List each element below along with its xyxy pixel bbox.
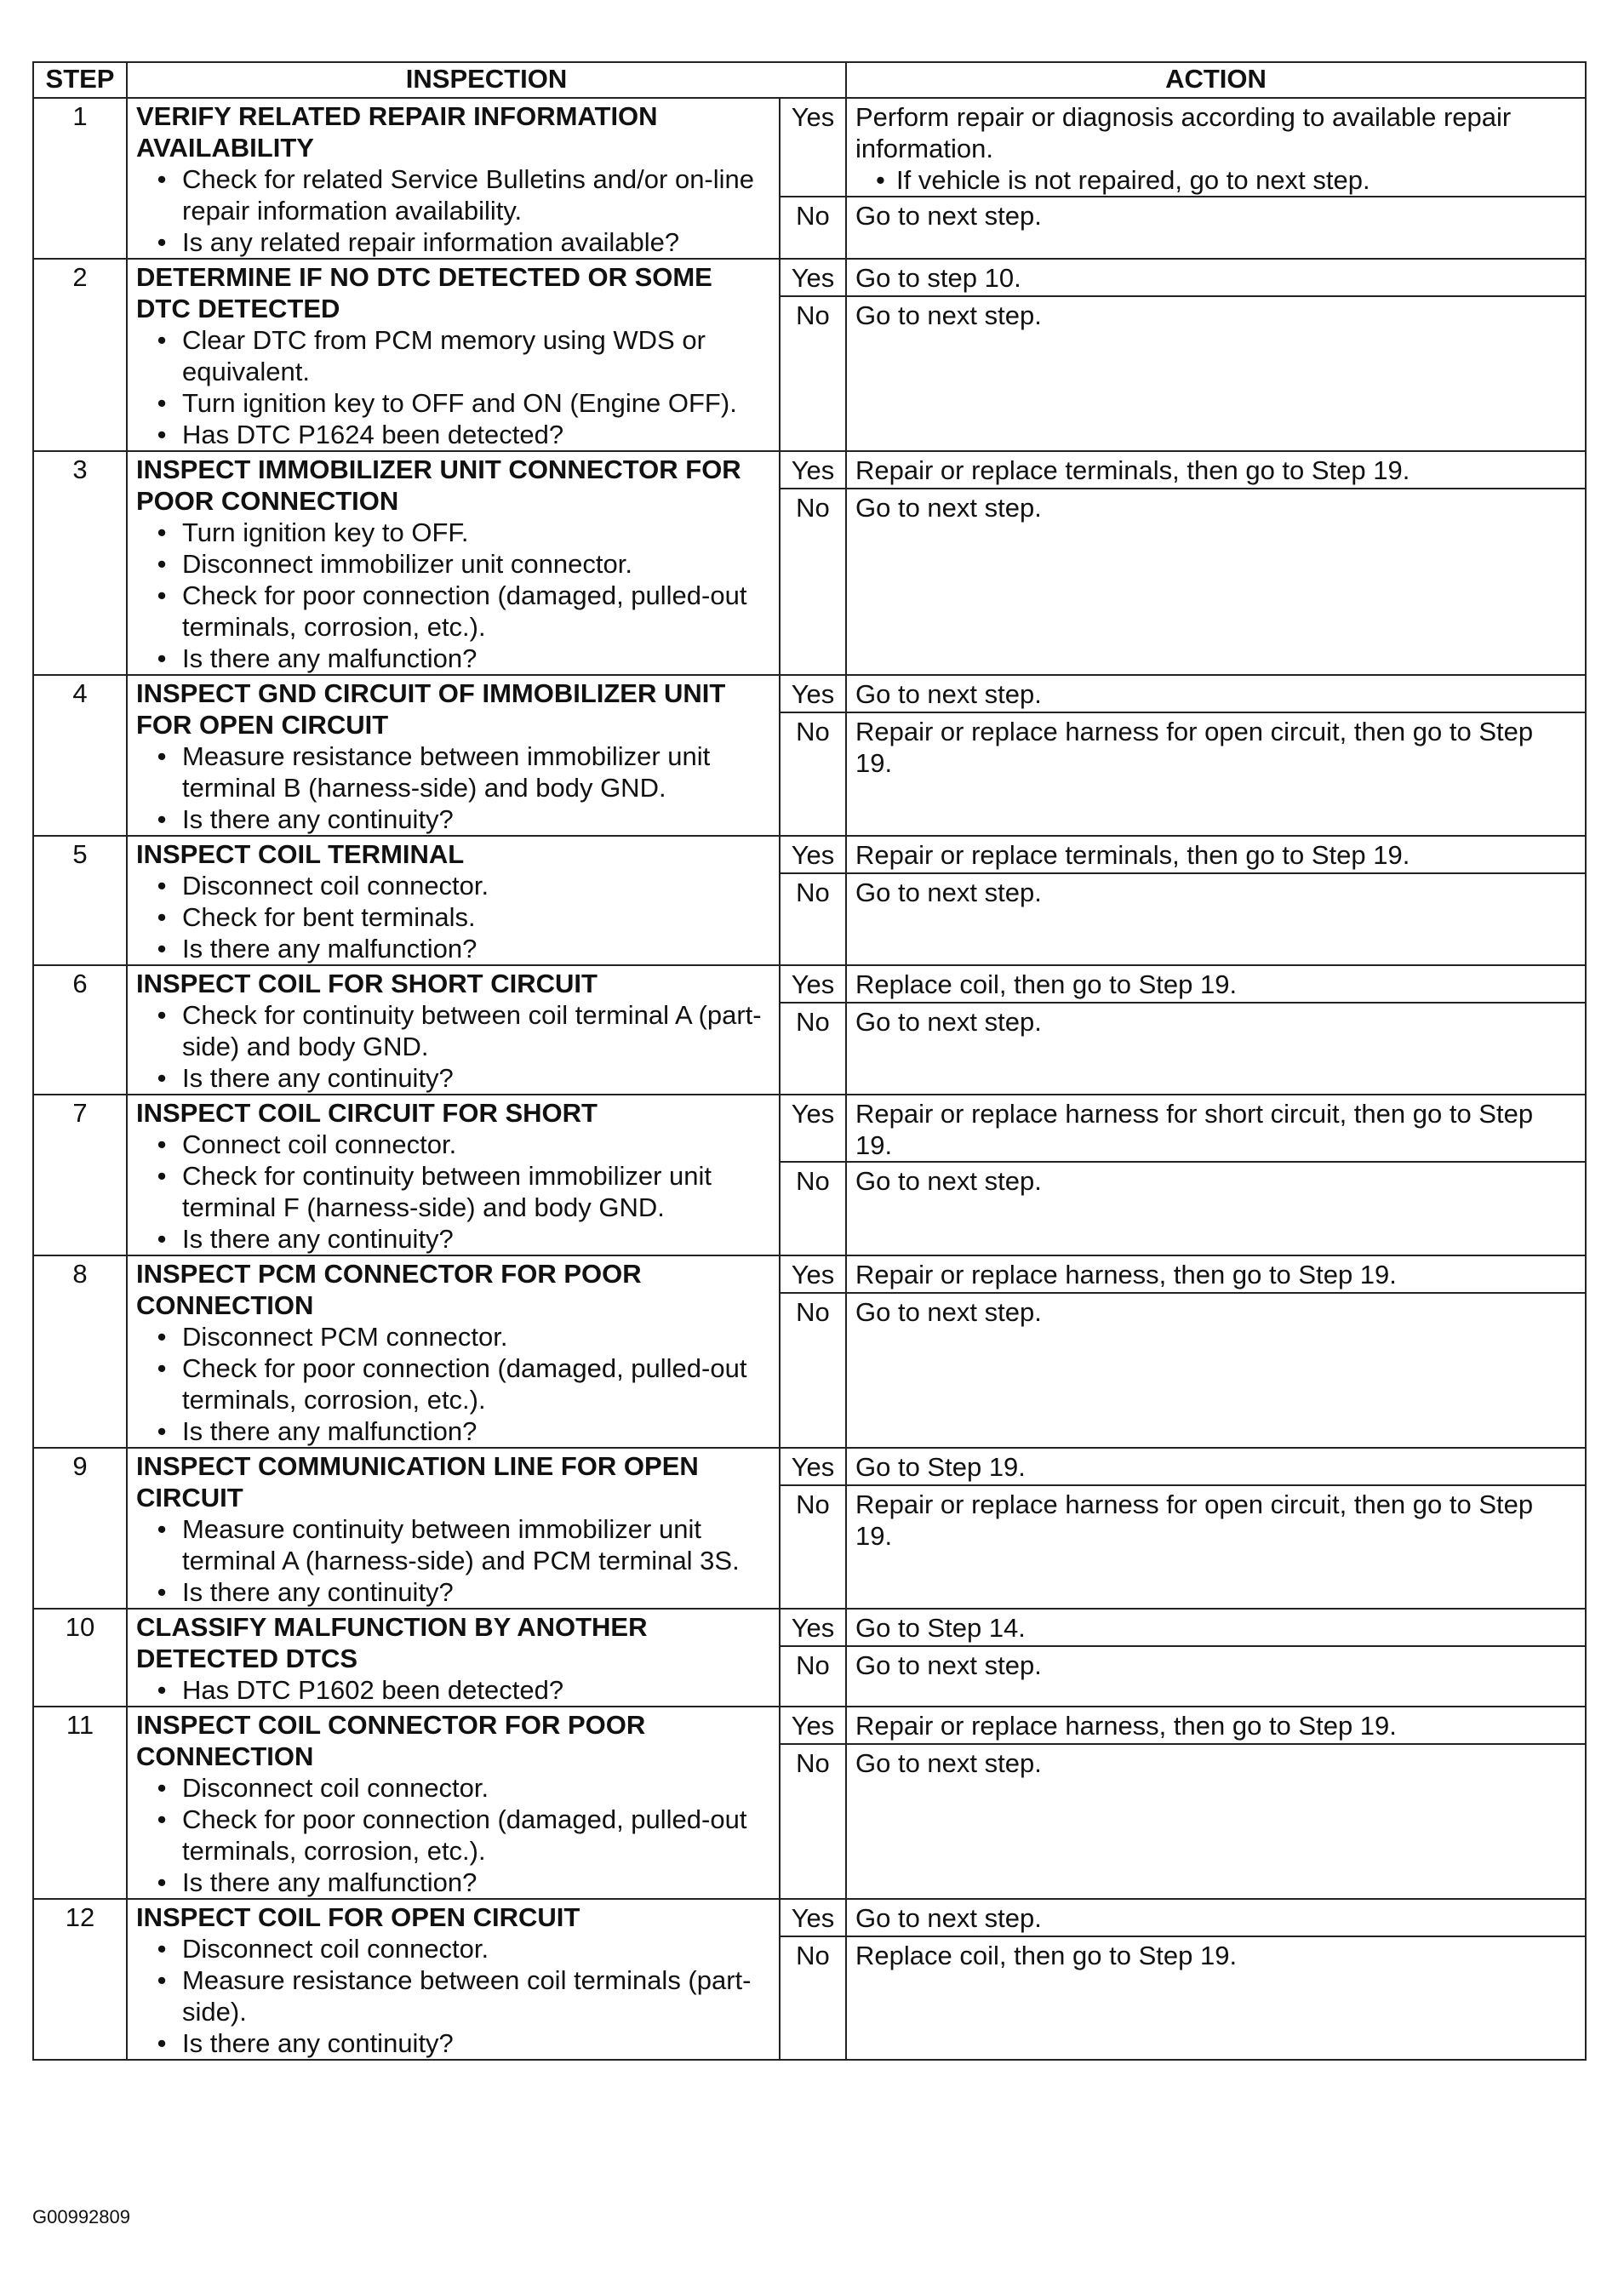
inspection-title: INSPECT COMMUNICATION LINE FOR OPEN CIRCUIT — [136, 1451, 699, 1512]
table-row — [33, 836, 1586, 965]
bullet-icon: • — [157, 420, 167, 449]
bullet-icon: • — [157, 1577, 167, 1607]
yes-label: Yes — [781, 1095, 845, 1163]
bullet-item — [148, 163, 772, 226]
bullet-icon: • — [157, 902, 167, 932]
bullet-icon: • — [157, 388, 167, 418]
no-action — [847, 713, 1585, 779]
yes-no-cell — [780, 1707, 846, 1899]
inspection-bullets — [136, 324, 772, 450]
table-row — [33, 675, 1586, 836]
table-row — [33, 259, 1586, 451]
inspection-cell — [127, 965, 780, 1095]
table-row — [33, 1707, 1586, 1899]
yes-action-text: Go to Step 19. — [855, 1452, 1026, 1482]
yes-action — [847, 837, 1585, 874]
bullet-text: Is there any continuity? — [182, 1063, 454, 1093]
bullet-icon: • — [157, 1965, 167, 1995]
inspection-title: CLASSIFY MALFUNCTION BY ANOTHER DETECTED DTCS — [136, 1612, 648, 1673]
bullet-icon: • — [876, 165, 885, 195]
yes-no-cell — [780, 1609, 846, 1707]
bullet-text: Connect coil connector. — [182, 1129, 457, 1159]
action-column-header: ACTION — [846, 62, 1586, 98]
yes-no-cell — [780, 1448, 846, 1609]
bullet-text: Check for poor connection (damaged, pulled-out terminals, corrosion, etc.). — [182, 1804, 747, 1866]
step-number: 10 — [33, 1609, 127, 1707]
no-action-text: Replace coil, then go to Step 19. — [855, 1941, 1238, 1970]
no-label: No — [796, 1166, 830, 1196]
subitem-text: If vehicle is not repaired, go to next step. — [896, 165, 1370, 195]
yes-label: Yes — [781, 1256, 845, 1294]
bullet-item — [148, 803, 772, 835]
bullet-item — [148, 1321, 772, 1352]
bullet-item — [148, 324, 772, 387]
table-row — [33, 1095, 1586, 1255]
inspection-bullets — [136, 999, 772, 1094]
no-action — [847, 197, 1585, 232]
bullet-item — [148, 580, 772, 643]
inspection-cell — [127, 1707, 780, 1899]
yes-action-text: Repair or replace harness for short circuit, then go to Step 19. — [855, 1099, 1534, 1160]
bullet-icon: • — [157, 1353, 167, 1383]
bullet-text: Check for bent terminals. — [182, 902, 476, 932]
action-cell — [846, 1899, 1586, 2060]
yes-action-text: Go to next step. — [855, 1903, 1042, 1933]
bullet-icon: • — [157, 1804, 167, 1834]
no-label: No — [796, 1297, 830, 1327]
no-label: No — [796, 1748, 830, 1778]
yes-action-text: Repair or replace harness, then go to Step 19. — [855, 1260, 1397, 1289]
bullet-text: Measure resistance between immobilizer unit terminal B (harness-side) and body GND. — [182, 741, 711, 803]
yes-action — [847, 260, 1585, 297]
figure-id: G00992809 — [32, 2206, 130, 2227]
bullet-icon: • — [157, 325, 167, 355]
action-cell — [846, 451, 1586, 675]
action-cell — [846, 259, 1586, 451]
bullet-icon: • — [157, 1161, 167, 1191]
bullet-item — [148, 901, 772, 933]
no-action — [847, 1486, 1585, 1552]
yes-label: Yes — [781, 99, 845, 197]
no-action-text: Go to next step. — [855, 493, 1042, 523]
yes-no-cell — [780, 259, 846, 451]
no-label: No — [796, 1490, 830, 1519]
bullet-text: Is there any malfunction? — [182, 1416, 477, 1446]
yes-action-text: Repair or replace terminals, then go to Step 19. — [855, 840, 1410, 870]
bullet-item — [148, 1352, 772, 1415]
bullet-text: Has DTC P1624 been detected? — [182, 420, 564, 449]
bullet-text: Is any related repair information available? — [182, 227, 680, 257]
no-label: No — [796, 1941, 830, 1970]
step-number: 3 — [33, 451, 127, 675]
no-action — [847, 1937, 1585, 1971]
yes-action — [847, 1707, 1585, 1745]
step-number: 2 — [33, 259, 127, 451]
bullet-text: Is there any continuity? — [182, 1577, 454, 1607]
inspection-cell — [127, 1095, 780, 1255]
inspection-bullets — [136, 741, 772, 835]
yes-action-text: Repair or replace terminals, then go to Step 19. — [855, 455, 1410, 485]
yes-no-cell — [780, 1255, 846, 1448]
yes-action — [847, 676, 1585, 713]
yes-no-cell — [780, 1899, 846, 2060]
no-action-text: Go to next step. — [855, 1297, 1042, 1327]
bullet-item — [148, 1772, 772, 1804]
bullet-icon: • — [157, 164, 167, 194]
yes-action-text: Perform repair or diagnosis according to available repair information. — [855, 102, 1512, 163]
yes-action-text: Go to Step 14. — [855, 1613, 1026, 1643]
no-action-text: Repair or replace harness for open circuit, then go to Step 19. — [855, 717, 1534, 778]
inspection-title: INSPECT COIL CONNECTOR FOR POOR CONNECTION — [136, 1710, 646, 1771]
step-number: 12 — [33, 1899, 127, 2060]
bullet-icon: • — [157, 2028, 167, 2058]
bullet-item — [148, 1964, 772, 2027]
no-action — [847, 1647, 1585, 1681]
bullet-item — [148, 2027, 772, 2059]
no-action-text: Go to next step. — [855, 201, 1042, 231]
inspection-bullets — [136, 1129, 772, 1255]
inspection-cell — [127, 1448, 780, 1609]
action-cell — [846, 675, 1586, 836]
step-number: 7 — [33, 1095, 127, 1255]
inspection-cell — [127, 1609, 780, 1707]
bullet-icon: • — [157, 1773, 167, 1803]
bullet-item — [148, 933, 772, 964]
no-action — [847, 1294, 1585, 1328]
bullet-item — [148, 870, 772, 901]
no-label: No — [796, 300, 830, 330]
bullet-item — [148, 1804, 772, 1867]
bullet-item — [148, 226, 772, 258]
no-label: No — [796, 878, 830, 907]
no-action — [847, 297, 1585, 331]
yes-action-text: Go to next step. — [855, 679, 1042, 709]
bullet-icon: • — [157, 1322, 167, 1352]
inspection-bullets — [136, 1321, 772, 1447]
inspection-cell — [127, 98, 780, 259]
action-cell — [846, 965, 1586, 1095]
step-number: 6 — [33, 965, 127, 1095]
yes-no-cell — [780, 675, 846, 836]
bullet-item — [148, 387, 772, 419]
inspection-cell — [127, 836, 780, 965]
bullet-icon: • — [157, 1063, 167, 1093]
action-cell — [846, 98, 1586, 259]
inspection-title: INSPECT COIL FOR OPEN CIRCUIT — [136, 1902, 580, 1932]
yes-action — [847, 1610, 1585, 1647]
inspection-bullets — [136, 163, 772, 258]
no-label: No — [796, 717, 830, 746]
no-action — [847, 489, 1585, 523]
yes-action — [847, 1095, 1585, 1163]
bullet-text: Has DTC P1602 been detected? — [182, 1675, 564, 1705]
bullet-icon: • — [157, 227, 167, 257]
inspection-title: DETERMINE IF NO DTC DETECTED OR SOME DTC DETECTED — [136, 262, 712, 323]
bullet-icon: • — [157, 1000, 167, 1030]
inspection-title: INSPECT PCM CONNECTOR FOR POOR CONNECTION — [136, 1259, 642, 1320]
yes-label: Yes — [781, 260, 845, 297]
inspection-bullets — [136, 517, 772, 674]
bullet-text: Disconnect coil connector. — [182, 1773, 489, 1803]
bullet-text: Clear DTC from PCM memory using WDS or equivalent. — [182, 325, 706, 386]
yes-no-cell — [780, 836, 846, 965]
diagnostic-table — [32, 61, 1587, 2061]
no-action-text: Go to next step. — [855, 300, 1042, 330]
bullet-text: Check for continuity between immobilizer unit terminal F (harness-side) and body GND. — [182, 1161, 712, 1222]
bullet-item — [148, 419, 772, 450]
no-action-text: Go to next step. — [855, 878, 1042, 907]
step-number: 9 — [33, 1448, 127, 1609]
action-cell — [846, 1609, 1586, 1707]
table-row — [33, 1899, 1586, 2060]
bullet-icon: • — [157, 1867, 167, 1897]
bullet-item — [148, 1576, 772, 1608]
no-label: No — [796, 1007, 830, 1037]
inspection-cell — [127, 675, 780, 836]
inspection-title: INSPECT IMMOBILIZER UNIT CONNECTOR FOR POOR CONNECTION — [136, 455, 741, 516]
inspection-title: INSPECT GND CIRCUIT OF IMMOBILIZER UNIT FOR OPEN CIRCUIT — [136, 678, 726, 740]
inspection-cell — [127, 1255, 780, 1448]
yes-action — [847, 1256, 1585, 1294]
bullet-icon: • — [157, 804, 167, 834]
yes-label: Yes — [781, 676, 845, 713]
bullet-item — [148, 1062, 772, 1094]
bullet-text: Disconnect PCM connector. — [182, 1322, 508, 1352]
bullet-text: Is there any malfunction? — [182, 643, 477, 673]
table-row — [33, 451, 1586, 675]
bullet-item — [148, 1415, 772, 1447]
inspection-bullets — [136, 1674, 772, 1706]
table-row — [33, 965, 1586, 1095]
yes-action — [847, 1900, 1585, 1937]
bullet-item — [148, 1160, 772, 1223]
yes-no-cell — [780, 451, 846, 675]
bullet-item — [148, 999, 772, 1062]
table-row — [33, 1609, 1586, 1707]
bullet-item — [148, 643, 772, 674]
yes-action — [847, 1449, 1585, 1486]
yes-action-text: Replace coil, then go to Step 19. — [855, 969, 1238, 999]
table-row — [33, 98, 1586, 259]
bullet-text: Turn ignition key to OFF. — [182, 517, 469, 547]
bullet-text: Turn ignition key to OFF and ON (Engine OFF). — [182, 388, 737, 418]
yes-no-cell — [780, 98, 846, 259]
no-label: No — [796, 1650, 830, 1680]
yes-action — [847, 966, 1585, 1004]
inspection-cell — [127, 1899, 780, 2060]
action-cell — [846, 1707, 1586, 1899]
bullet-icon: • — [157, 871, 167, 901]
inspection-title: VERIFY RELATED REPAIR INFORMATION AVAILABILITY — [136, 101, 658, 163]
no-action — [847, 1745, 1585, 1779]
bullet-icon: • — [157, 643, 167, 673]
action-cell — [846, 1255, 1586, 1448]
bullet-item — [148, 1513, 772, 1576]
inspection-bullets — [136, 1513, 772, 1608]
bullet-item — [148, 1129, 772, 1160]
bullet-icon: • — [157, 517, 167, 547]
bullet-icon: • — [157, 934, 167, 964]
yes-label: Yes — [781, 1900, 845, 1937]
inspection-bullets — [136, 1933, 772, 2059]
inspection-cell — [127, 451, 780, 675]
inspection-bullets — [136, 870, 772, 964]
no-label: No — [796, 201, 830, 231]
bullet-icon: • — [157, 1675, 167, 1705]
inspection-title: INSPECT COIL TERMINAL — [136, 839, 465, 869]
bullet-text: Is there any continuity? — [182, 2028, 454, 2058]
table-body — [33, 98, 1586, 2060]
yes-no-cell — [780, 1095, 846, 1255]
bullet-text: Disconnect coil connector. — [182, 1934, 489, 1964]
inspection-bullets — [136, 1772, 772, 1898]
no-action-text: Go to next step. — [855, 1166, 1042, 1196]
bullet-text: Check for poor connection (damaged, pulled-out terminals, corrosion, etc.). — [182, 580, 747, 642]
action-cell — [846, 1095, 1586, 1255]
bullet-icon: • — [157, 1416, 167, 1446]
step-number: 11 — [33, 1707, 127, 1899]
no-action-text: Go to next step. — [855, 1007, 1042, 1037]
header-row — [33, 62, 1586, 98]
bullet-item — [148, 517, 772, 548]
bullet-item — [148, 1674, 772, 1706]
bullet-item — [148, 1867, 772, 1898]
bullet-icon: • — [157, 549, 167, 579]
bullet-icon: • — [157, 1129, 167, 1159]
inspection-cell — [127, 259, 780, 451]
inspection-title: INSPECT COIL FOR SHORT CIRCUIT — [136, 969, 598, 998]
bullet-icon: • — [157, 1934, 167, 1964]
yes-action-text: Repair or replace harness, then go to Step 19. — [855, 1711, 1397, 1741]
table-row — [33, 1255, 1586, 1448]
bullet-text: Is there any malfunction? — [182, 1867, 477, 1897]
yes-label: Yes — [781, 1707, 845, 1745]
no-action-text: Go to next step. — [855, 1748, 1042, 1778]
no-action — [847, 1004, 1585, 1038]
bullet-text: Check for poor connection (damaged, pulled-out terminals, corrosion, etc.). — [182, 1353, 747, 1415]
step-number: 1 — [33, 98, 127, 259]
no-action — [847, 874, 1585, 908]
yes-label: Yes — [781, 837, 845, 874]
table-row — [33, 1448, 1586, 1609]
bullet-text: Is there any continuity? — [182, 1224, 454, 1254]
yes-label: Yes — [781, 1449, 845, 1486]
bullet-text: Check for related Service Bulletins and/or on-line repair information availability. — [182, 164, 755, 226]
subitem — [876, 164, 1576, 196]
yes-label: Yes — [781, 1610, 845, 1647]
bullet-text: Is there any malfunction? — [182, 934, 477, 964]
action-cell — [846, 836, 1586, 965]
bullet-item — [148, 741, 772, 803]
inspection-title: INSPECT COIL CIRCUIT FOR SHORT — [136, 1098, 598, 1128]
bullet-item — [148, 1933, 772, 1964]
yes-action-subitems — [855, 164, 1576, 196]
bullet-text: Disconnect coil connector. — [182, 871, 489, 901]
bullet-text: Measure continuity between immobilizer unit terminal A (harness-side) and PCM terminal 3S. — [182, 1514, 740, 1575]
step-column-header: STEP — [33, 62, 127, 98]
bullet-icon: • — [157, 1514, 167, 1544]
no-action — [847, 1163, 1585, 1197]
no-action-text: Repair or replace harness for open circuit, then go to Step 19. — [855, 1490, 1534, 1551]
bullet-text: Check for continuity between coil terminal A (part-side) and body GND. — [182, 1000, 762, 1061]
inspection-column-header: INSPECTION — [127, 62, 846, 98]
step-number: 5 — [33, 836, 127, 965]
bullet-text: Measure resistance between coil terminals (part-side). — [182, 1965, 752, 2027]
yes-label: Yes — [781, 966, 845, 1004]
yes-action — [847, 452, 1585, 489]
step-number: 4 — [33, 675, 127, 836]
yes-action — [847, 99, 1585, 197]
bullet-icon: • — [157, 741, 167, 771]
yes-action-text: Go to step 10. — [855, 263, 1021, 293]
yes-no-cell — [780, 965, 846, 1095]
no-action-text: Go to next step. — [855, 1650, 1042, 1680]
no-label: No — [796, 493, 830, 523]
step-number: 8 — [33, 1255, 127, 1448]
yes-label: Yes — [781, 452, 845, 489]
bullet-icon: • — [157, 1224, 167, 1254]
bullet-text: Is there any continuity? — [182, 804, 454, 834]
action-cell — [846, 1448, 1586, 1609]
bullet-text: Disconnect immobilizer unit connector. — [182, 549, 632, 579]
bullet-icon: • — [157, 580, 167, 610]
bullet-item — [148, 548, 772, 580]
bullet-item — [148, 1223, 772, 1255]
